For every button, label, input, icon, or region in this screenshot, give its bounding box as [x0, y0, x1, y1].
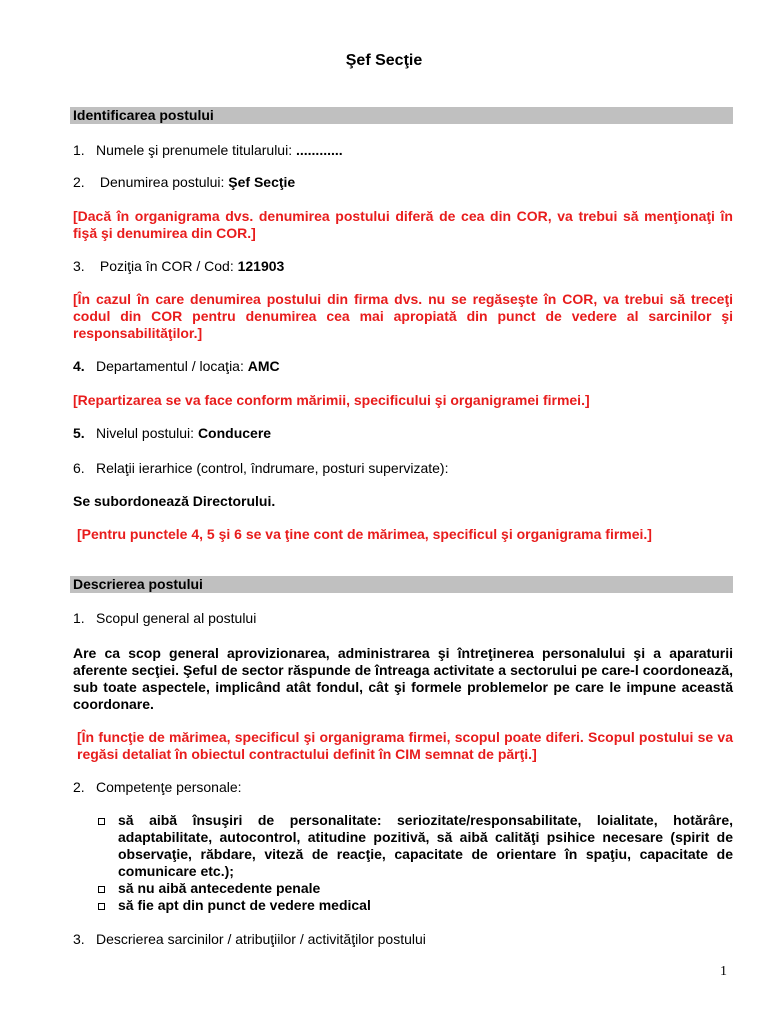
- note-scop: [În funcţie de mărimea, specificul şi organigrama firmei, scopul poate diferi. Scopul postului se va regăsi detaliat în obiectul contractului definit în CIM semnat de părţi.]: [77, 729, 733, 762]
- item-label: Relaţii ierarhice (control, îndrumare, posturi supervizate):: [96, 460, 449, 476]
- square-bullet-icon: [98, 818, 105, 825]
- item-departament: [73, 358, 733, 375]
- item-value: ............: [295, 142, 343, 158]
- item-number: 3.: [73, 258, 85, 274]
- item-relatii: [73, 460, 733, 477]
- note-cor: [În cazul în care denumirea postului din firma dvs. nu se regăseşte în COR, va trebui să treceţi codul din COR pentru denumirea cea mai apropiată din punct de vedere al sarcinilor şi responsabilităţilor.]: [73, 291, 733, 341]
- item-numele: [73, 142, 733, 159]
- item-denumirea: [73, 174, 733, 191]
- item-number: 2.: [73, 779, 85, 795]
- item-value: Conducere: [197, 425, 272, 441]
- list-item-text: să fie apt din punct de vedere medical: [118, 897, 371, 913]
- item-value: AMC: [247, 358, 280, 374]
- item-label: Nivelul postului:: [96, 425, 198, 441]
- item-label: Descrierea sarcinilor / atribuţiilor / activităţilor postului: [96, 931, 426, 947]
- item-pozitia-cor: [73, 258, 733, 275]
- item-value: Şef Secţie: [228, 174, 296, 190]
- list-item-text: să nu aibă antecedente penale: [118, 880, 321, 896]
- item-sarcini: [73, 931, 733, 948]
- note-repartizare: [Repartizarea se va face conform mărimii, specificului şi organigramei firmei.]: [73, 392, 590, 408]
- subordination-text: Se subordonează Directorului.: [73, 493, 276, 509]
- item-label: Scopul general al postului: [96, 610, 257, 626]
- section-heading-descriere: Descrierea postului: [70, 576, 733, 593]
- item-number: 1.: [73, 610, 85, 626]
- item-number: 3.: [73, 931, 85, 947]
- item-label: Departamentul / locaţia:: [96, 358, 248, 374]
- item-label: Competenţe personale:: [96, 779, 242, 795]
- item-number: 6.: [73, 460, 85, 476]
- note-puncte: [Pentru punctele 4, 5 şi 6 se va ţine cont de mărimea, specificul şi organigrama firmei.]: [77, 526, 652, 542]
- page-number: 1: [720, 964, 727, 979]
- square-bullet-icon: [98, 886, 105, 893]
- item-number: 2.: [73, 174, 85, 190]
- list-item-text: să aibă însuşiri de personalitate: seriozitate/responsabilitate, loialitate, hotărâre, adaptabilitate, autocontrol, atitudine pozitivă, să aibă calităţi psihice necesare (spirit de observaţie, răbdare, viteză de reacţie, capacitate de orientare în spaţiu, capacitate de comunicare etc.);: [118, 812, 733, 879]
- list-item: [96, 897, 733, 914]
- list-item: [96, 812, 733, 880]
- section-heading-identificare: Identificarea postului: [70, 107, 733, 124]
- item-number: 4.: [73, 358, 85, 374]
- item-scop: [73, 610, 733, 627]
- scope-paragraph: Are ca scop general aprovizionarea, administrarea şi întreţinerea personalului şi a aparaturii aferente secţiei. Şeful de sector răspunde de întreaga activitate a sectorului pe care-l coordonează, sub toate aspectele, implicând atât fondul, cât şi formele problemelor pe care le impune această coordonare.: [73, 645, 733, 712]
- competence-list: [96, 812, 733, 914]
- item-number: 1.: [73, 142, 85, 158]
- item-value: 121903: [237, 258, 285, 274]
- document-title: Şef Secţie: [345, 52, 423, 69]
- item-label: Numele şi prenumele titularului:: [96, 142, 296, 158]
- item-label: Poziţia în COR / Cod:: [96, 258, 238, 274]
- item-label: Denumirea postului:: [96, 174, 229, 190]
- item-competente: [73, 779, 733, 796]
- list-item: [96, 880, 733, 897]
- item-nivel: [73, 425, 733, 442]
- note-organigrama: [Dacă în organigrama dvs. denumirea postului diferă de cea din COR, va trebui să menţionaţi în fişă şi denumirea din COR.]: [73, 208, 733, 241]
- item-number: 5.: [73, 425, 85, 441]
- square-bullet-icon: [98, 903, 105, 910]
